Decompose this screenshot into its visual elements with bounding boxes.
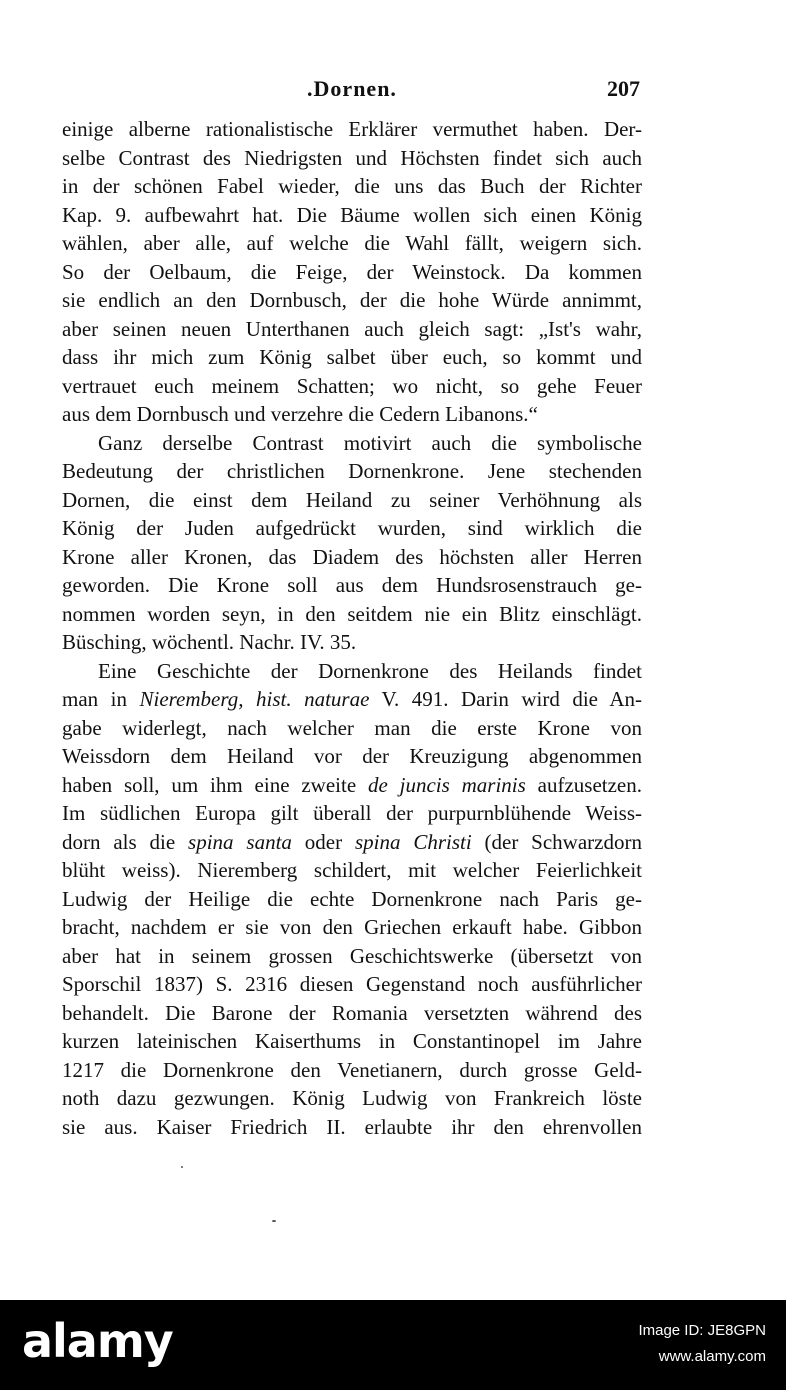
text-line: sie aus. Kaiser Friedrich II. erlaubte ihr den ehrenvollen [62,1114,642,1139]
running-header [64,76,640,110]
text-line: vertrauet euch meinem Schatten; wo nicht, so gehe Feuer [62,373,642,398]
text-line: Bedeutung der christlichen Dornenkrone. Jene stechenden [62,459,642,483]
paragraph-1 [62,115,642,429]
text-line: So der Oelbaum, die Feige, der Weinstock. Da kommen [62,259,642,284]
text-line: sie endlich an den Dornbusch, der die hohe Würde annimmt, [62,288,642,312]
page-number: 207 [607,76,640,101]
site-url-label: www.alamy.com [658,1348,766,1365]
text-line: Weissdorn dem Heiland vor der Kreuzigung abgenommen [62,744,642,768]
text-line: geworden. Die Krone soll aus dem Hundsrosenstrauch ge- [62,573,642,597]
text-line: noth dazu gezwungen. König Ludwig von Frankreich löste [62,1086,642,1110]
text-line: aber seinen neuen Unterthanen auch gleich sagt: „Ist's wahr, [62,316,642,341]
scan-speck [181,1166,183,1168]
text-line: Ganz derselbe Contrast motivirt auch die symbolische [98,430,642,455]
paragraph-3 [62,657,642,1142]
text-line: wählen, aber alle, auf welche die Wahl fällt, weigern sich. [62,231,642,255]
text-line: gabe widerlegt, nach welcher man die erste Krone von [62,715,642,740]
text-line: Büsching, wöchentl. Nachr. IV. 35. [62,630,357,654]
text-line: Krone aller Kronen, das Diadem des höchsten aller Herren [62,544,642,569]
body-text [62,115,642,1141]
text-line: König der Juden aufgedrückt wurden, sind wirklich die [62,516,642,540]
text-line: einige alberne rationalistische Erklärer vermuthet haben. Der- [62,117,642,141]
alamy-logo: alamy [22,1314,173,1368]
text-line: Eine Geschichte der Dornenkrone des Heilands findet [98,658,642,683]
text-line: dass ihr mich zum König salbet über euch, so kommt und [62,345,642,369]
text-line: bracht, nachdem er sie von den Griechen erkauft habe. Gibbon [62,915,642,939]
text-line: Sporschil 1837) S. 2316 diesen Gegenstand noch ausführlicher [62,972,642,996]
text-line: Im südlichen Europa gilt überall der purpurnblühende Weiss- [62,801,642,825]
text-line: in der schönen Fabel wieder, die uns das Buch der Richter [62,174,642,198]
text-line: Dornen, die einst dem Heiland zu seiner Verhöhnung als [62,487,642,512]
text-line: blüht weiss). Nieremberg schildert, mit welcher Feierlichkeit [62,858,642,882]
image-id-label: Image ID: JE8GPN [638,1322,766,1339]
text-line: aus dem Dornbusch und verzehre die Cedern Libanons.“ [62,402,538,426]
text-line: 1217 die Dornenkrone den Venetianern, durch grosse Geld- [62,1057,642,1082]
text-line: behandelt. Die Barone der Romania versetzten während des [62,1000,642,1025]
text-line: kurzen lateinischen Kaiserthums in Constantinopel im Jahre [62,1029,642,1053]
text-line: man in Nieremberg, hist. naturae V. 491. Darin wird die An- [62,687,642,711]
text-line: aber hat in seinem grossen Geschichtswerke (übersetzt von [62,943,642,968]
text-line: Kap. 9. aufbewahrt hat. Die Bäume wollen sich einen König [62,202,642,227]
text-line: Ludwig der Heilige die echte Dornenkrone nach Paris ge- [62,886,642,911]
scan-speck [272,1220,276,1222]
text-line: dorn als die spina santa oder spina Christi (der Schwarzdorn [62,829,642,854]
watermark-banner [0,1300,786,1390]
text-line: haben soll, um ihm eine zweite de juncis marinis aufzusetzen. [62,772,642,797]
chapter-title: .Dornen. [307,76,397,101]
text-line: selbe Contrast des Niedrigsten und Höchsten findet sich auch [62,145,642,170]
text-line: nommen worden seyn, in den seitdem nie ein Blitz einschlägt. [62,601,642,626]
paragraph-2 [62,429,642,657]
